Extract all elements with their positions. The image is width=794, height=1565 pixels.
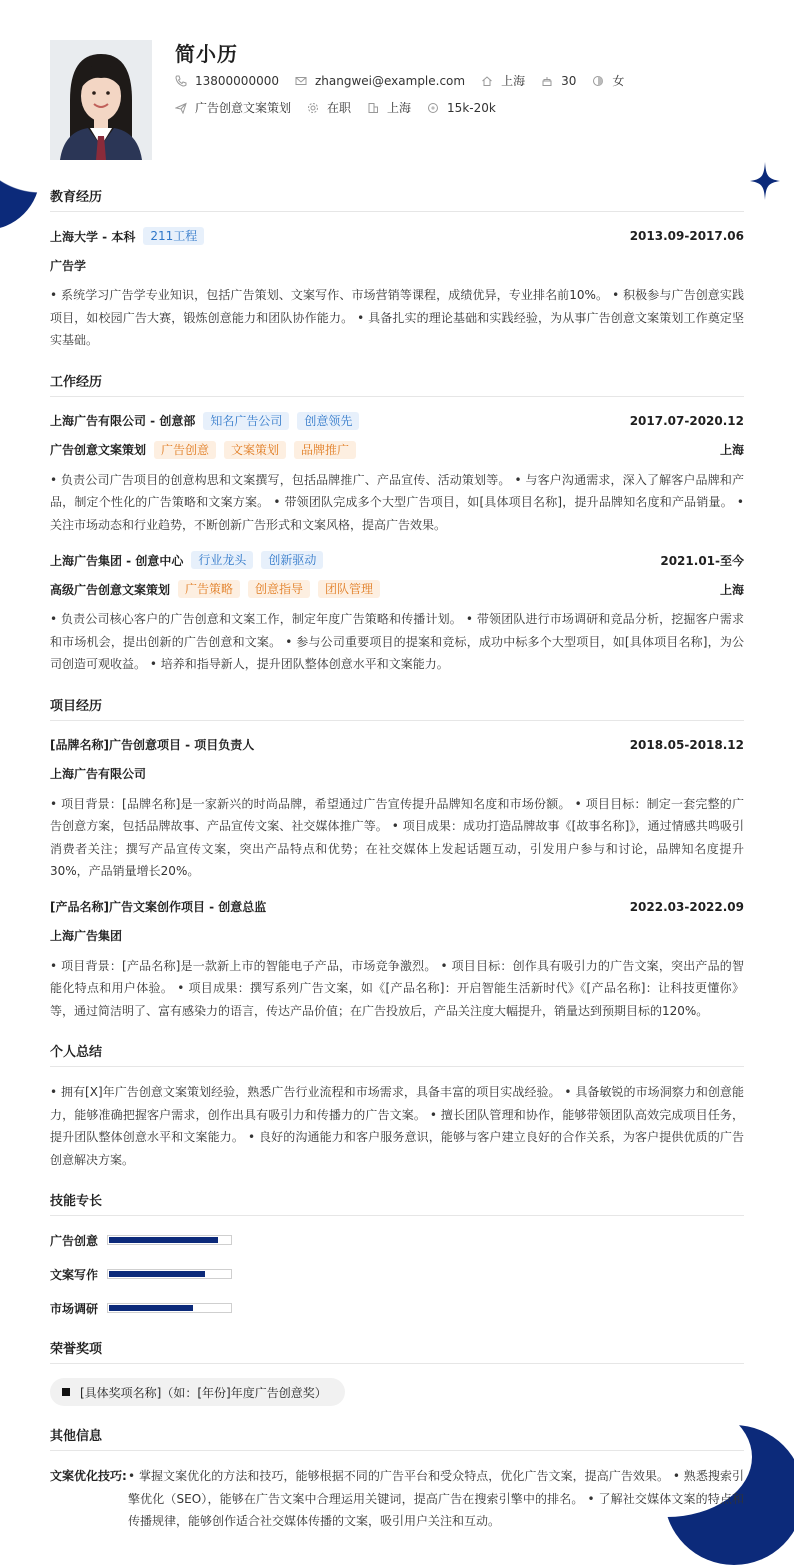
role-tag: 品牌推广 (294, 441, 356, 459)
role-tag: 创意指导 (248, 580, 310, 598)
bullet-square-icon (62, 1388, 70, 1396)
work-description: • 负责公司广告项目的创意构思和文案撰写，包括品牌推广、产品宣传、活动策划等。 • 与客户沟通需求，深入了解客户品牌和产品，制定个性化的广告策略和文案方案。 • 带领团队完成多个大型广告项目，如[具体项目名称]，提升品牌知名度和产品销量。 • 关注市场动态和行业趋势，不断创新广告形式和文案风格，提高广告效果。 (50, 472, 744, 532)
section-title-awards: 荣誉奖项 (50, 1338, 744, 1364)
role-tag: 团队管理 (318, 580, 380, 598)
major-name: 广告学 (50, 258, 87, 273)
company-tag: 创新驱动 (261, 551, 323, 569)
role-tag: 广告策略 (178, 580, 240, 598)
skill-name: 文案写作 (50, 1267, 99, 1282)
section-title-work: 工作经历 (50, 371, 744, 397)
project-name: [品牌名称]广告创意项目 - 项目负责人 (50, 738, 255, 752)
work-date: 2021.01-至今 (660, 553, 744, 568)
building-icon (367, 102, 379, 114)
project-org: 上海广告有限公司 (50, 767, 147, 781)
project-org: 上海广告集团 (50, 929, 123, 943)
award-text: [具体奖项名称]（如：[年份]年度广告创意奖） (80, 1385, 327, 1400)
corner-decoration (0, 120, 40, 230)
settings-icon (307, 102, 319, 114)
skill-name: 市场调研 (50, 1301, 99, 1316)
role-tag: 文案策划 (224, 441, 286, 459)
work-city: 上海 (719, 443, 744, 457)
profile-photo (50, 40, 152, 160)
skill-name: 广告创意 (50, 1233, 99, 1248)
education-description: • 系统学习广告学专业知识，包括广告策划、文案写作、市场营销等课程，成绩优异，专业排名前10%。 • 积极参与广告创意实践项目，如校园广告大赛，锻炼创意能力和团队协作能力。 • 具备扎实的理论基础和实践经验，为从事广告创意文案策划工作奠定坚实基础。 (50, 288, 744, 347)
education-date: 2013.09-2017.06 (629, 229, 744, 243)
company-name: 上海广告有限公司 - 创意部 (50, 414, 196, 428)
section-title-education: 教育经历 (50, 186, 744, 212)
job-role: 高级广告创意文案策划 (50, 582, 171, 597)
project-date: 2018.05-2018.12 (629, 737, 744, 752)
project-description: • 项目背景：[品牌名称]是一家新兴的时尚品牌，希望通过广告宣传提升品牌知名度和市场份额。 • 项目目标：制定一套完整的广告创意方案，包括品牌故事、产品宣传文案、社交媒体推广等。 • 项目成果：成功打造品牌故事《[故事名称]》，通过情感共鸣吸引消费者关注；撰写产品宣传文案，突出产品特点和优势；在社交媒体上发起话题互动，引发用户参与和讨论，品牌知名度提升30%，产品销量增长20%。 (50, 796, 744, 878)
other-info-value: • 掌握文案优化的方法和技巧，能够根据不同的广告平台和受众特点，优化广告文案，提高广告效果。 • 熟悉搜索引擎优化（SEO），能够在广告文案中合理运用关键词，提高广告在搜索引擎中的排名。 • 了解社交媒体文案的特点和传播规律，能够创作适合社交媒体传播的文案，吸引用户关注和互动。 (128, 1469, 744, 1528)
other-info-key: 文案优化技巧: (50, 1469, 127, 1483)
section-title-summary: 个人总结 (50, 1041, 744, 1067)
company-tag: 行业龙头 (191, 551, 253, 569)
skill-level-bar (107, 1303, 232, 1313)
phone-icon (175, 75, 187, 87)
candidate-name: 简小历 (175, 42, 238, 66)
work-entry-header (50, 411, 744, 431)
salary-icon (427, 102, 439, 114)
skill-row (50, 1264, 744, 1284)
summary-text: • 拥有[X]年广告创意文案策划经验，熟悉广告行业流程和市场需求，具备丰富的项目实战经验。 • 具备敏锐的市场洞察力和创意能力，能够准确把握客户需求，创作出具有吸引力和传播力的广告文案。 • 擅长团队管理和协作，能够带领团队高效完成项目任务，提升团队整体创意水平和文案能力。 • 良好的沟通能力和客户服务意识，能够与客户建立良好的合作关系，为客户提供优质的广告创意解决方案。 (50, 1085, 744, 1167)
email-icon (295, 75, 307, 87)
phone-text: 13800000000 (195, 73, 279, 88)
salary-text: 15k-20k (447, 100, 496, 115)
other-info-item (50, 1465, 744, 1533)
work-date: 2017.07-2020.12 (629, 413, 744, 428)
email-text: zhangwei@example.com (314, 73, 466, 88)
resume-body (50, 186, 744, 1533)
skill-level-fill (109, 1237, 218, 1243)
project-description: • 项目背景：[产品名称]是一款新上市的智能电子产品，市场竞争激烈。 • 项目目标：创作具有吸引力的广告文案，突出产品的智能化特点和用户体验。 • 项目成果：撰写系列广告文案，如《[产品名称]：开启智能生活新时代》《[产品名称]：让科技更懂你》等，通过简洁明了、富有感染力的语言，传达产品价值；在广告投放后，产品关注度大幅提升，销量达到预期目标的120%。 (50, 958, 744, 1018)
skills-list (50, 1230, 744, 1318)
project-entry-header (50, 735, 744, 755)
sparkle-icon (750, 162, 780, 200)
company-tag: 创意领先 (297, 412, 359, 430)
send-icon (175, 102, 187, 114)
location-text: 上海 (501, 74, 526, 88)
project-date: 2022.03-2022.09 (629, 899, 744, 914)
status-text: 在职 (327, 101, 352, 115)
project-entry-header (50, 897, 744, 917)
skill-level-fill (109, 1271, 205, 1277)
job-intent-row (175, 99, 512, 116)
role-tag: 广告创意 (154, 441, 216, 459)
skill-level-bar (107, 1269, 232, 1279)
section-title-skills: 技能专长 (50, 1190, 744, 1216)
contact-row (175, 72, 640, 89)
home-icon (481, 75, 493, 87)
gender-icon (592, 75, 604, 87)
school-tag: 211工程 (143, 227, 204, 245)
cake-icon (541, 75, 553, 87)
company-tag: 知名广告公司 (203, 412, 289, 430)
gender-text: 女 (612, 74, 625, 88)
company-name: 上海广告集团 - 创意中心 (50, 553, 184, 568)
education-entry-header (50, 226, 744, 246)
school-name: 上海大学 - 本科 (50, 229, 136, 244)
section-title-other: 其他信息 (50, 1425, 744, 1451)
project-name: [产品名称]广告文案创作项目 - 创意总监 (50, 900, 267, 914)
age-text: 30 (561, 73, 577, 88)
work-city: 上海 (719, 582, 744, 597)
skill-level-bar (107, 1235, 232, 1245)
award-item (50, 1378, 345, 1406)
work-entry-header (50, 550, 744, 570)
section-title-projects: 项目经历 (50, 695, 744, 721)
target-city-text: 上海 (387, 101, 412, 115)
work-description: • 负责公司核心客户的广告创意和文案工作，制定年度广告策略和传播计划。 • 带领团队进行市场调研和竞品分析，挖掘客户需求和市场机会，提出创新的广告创意和文案。 • 参与公司重要项目的提案和竞标，成功中标多个大型项目，如[具体项目名称]，为公司创造可观收益。 • 培养和指导新人，提升团队整体创意水平和文案能力。 (50, 612, 744, 671)
target-job-text: 广告创意文案策划 (195, 101, 292, 115)
skill-row (50, 1298, 744, 1318)
skill-row (50, 1230, 744, 1250)
skill-level-fill (109, 1305, 193, 1311)
job-role: 广告创意文案策划 (50, 443, 147, 457)
